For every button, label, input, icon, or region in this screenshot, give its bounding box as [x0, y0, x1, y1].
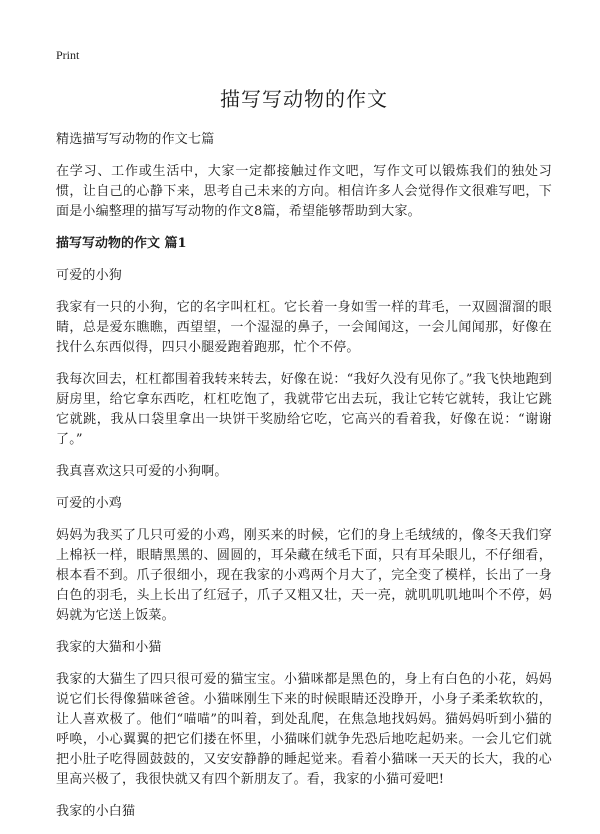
body-paragraph: 我真喜欢这只可爱的小狗啊。 [56, 464, 228, 479]
part-heading: 可爱的小狗 [56, 268, 123, 283]
body-paragraph: 我家的大猫生了四只很可爱的猫宝宝。小猫咪都是黑色的，身上有白色的小花，妈妈说它们长得像猫咪爸爸。小猫咪刚生下来的时候眼睛还没睁开，小身子柔柔软软的，让人喜欢极了。他们“喵喵”的叫着，到处乱爬，在焦急地找妈妈。猫妈妈听到小猫的呼唤，小心翼翼的把它们搂在怀里，小猫咪们就争先恐后地吃起奶来。一会儿它们就把小肚子吃得圆鼓鼓的，又安安静静的睡起觉来。看着小猫咪一天天的长大，我的心里高兴极了，我很快就又有四个新朋友了。看，我家的小猫可爱吧! [56, 672, 552, 787]
section-heading: 描写写动物的作文 篇1 [56, 236, 187, 251]
intro-paragraph: 在学习、工作或生活中，大家一定都接触过作文吧，写作文可以锻炼我们的独处习惯，让自己的心静下来，思考自己未来的方向。相信许多人会觉得作文很难写吧，下面是小编整理的描写写动物的作文8篇，希望能够帮助到大家。 [56, 164, 552, 219]
body-paragraph: 妈妈为我买了几只可爱的小鸡，刚买来的时候，它们的身上毛绒绒的，像冬天我们穿上棉袄一样，眼睛黑黑的、圆圆的，耳朵藏在绒毛下面，只有耳朵眼儿，不仔细看，根本看不到。爪子很细小，现在我家的小鸡两个月大了，完全变了模样，长出了一身白色的羽毛，头上长出了红冠子，爪子又粗又壮，天一亮，就叽叽叽地叫个不停，妈妈就为它送上饭菜。 [56, 528, 552, 623]
document-subtitle: 精选描写写动物的作文七篇 [56, 132, 215, 147]
part-heading: 我家的大猫和小猫 [56, 640, 162, 655]
part-heading: 可爱的小鸡 [56, 496, 123, 511]
body-paragraph: 我家有一只的小狗，它的名字叫杠杠。它长着一身如雪一样的茸毛，一双圆溜溜的眼睛，总是爱东瞧瞧，西望望，一个湿湿的鼻子，一会闻闻这，一会儿闻闻那，好像在找什么东西似得，四只小腿爱跑着跑那，忙个不停。 [56, 300, 552, 355]
document-page [56, 44, 552, 834]
part-heading: 我家的小白猫 [56, 804, 136, 819]
document-title: 描写写动物的作文 [220, 87, 388, 111]
body-paragraph: 我每次回去，杠杠都围着我转来转去，好像在说：“我好久没有见你了。”我飞快地跑到厨房里，给它拿东西吃，杠杠吃饱了，我就带它出去玩，我让它转它就转，我让它跳它就跳，我从口袋里拿出一块饼干奖励给它吃，它高兴的看着我，好像在说：“谢谢了。” [56, 372, 552, 447]
print-link[interactable]: Print [56, 48, 80, 62]
